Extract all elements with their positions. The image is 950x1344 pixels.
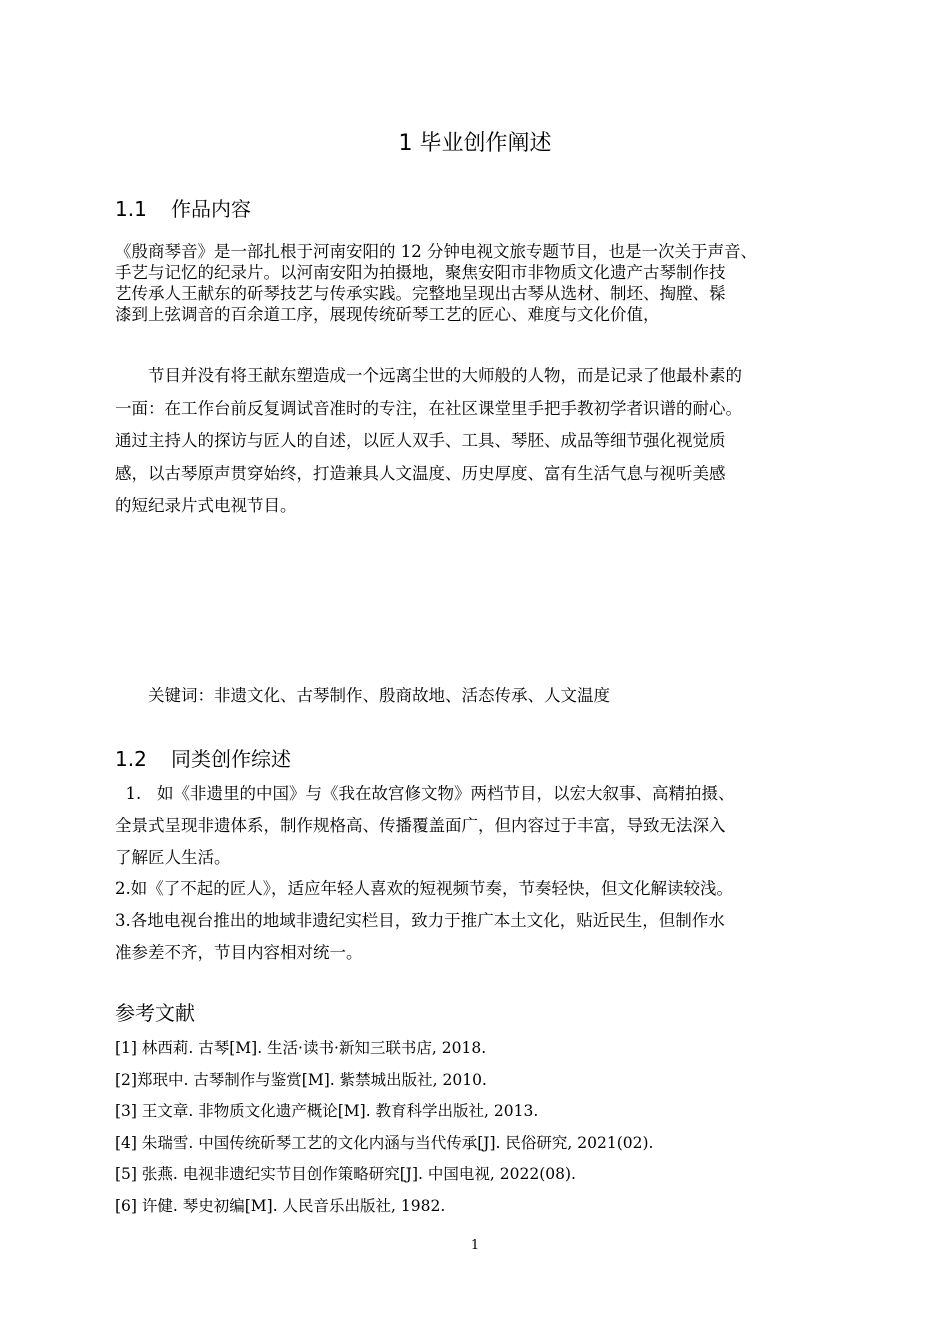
paragraph-line: 节目并没有将王献东塑造成一个远离尘世的大师般的人物，而是记录了他最朴素的: [148, 366, 742, 385]
section-heading-1-1: [115, 194, 251, 224]
reference-item: [2]郑珉中. 古琴制作与鉴赏[M]. 紫禁城出版社, 2010.: [115, 1070, 487, 1089]
paragraph-line: 的短纪录片式电视节目。: [115, 496, 297, 515]
paragraph-line: 艺传承人王献东的斫琴技艺与传承实践。完整地呈现出古琴从选材、制坯、掏膛、髹: [115, 284, 726, 303]
list-item: 了解匠人生活。: [115, 847, 231, 867]
list-item: 2.如《了不起的匠人》，适应年轻人喜欢的短视频节奏，节奏轻快，但文化解读较浅。: [115, 879, 733, 899]
reference-item: [1] 林西莉. 古琴[M]. 生活·读书·新知三联书店, 2018.: [115, 1039, 487, 1057]
references-heading: 参考文献: [115, 1001, 195, 1025]
paragraph-line: 通过主持人的探访与匠人的自述，以匠人双手、工具、琴胚、成品等细节强化视觉质: [115, 431, 726, 450]
reference-item: [4] 朱瑞雪. 中国传统斫琴工艺的文化内涵与当代传承[J]. 民俗研究, 2021(02).: [115, 1133, 654, 1152]
paragraph-line: 手艺与记忆的纪录片。以河南安阳为拍摄地，聚焦安阳市非物质文化遗产古琴制作技: [115, 263, 726, 282]
reference-item: [6] 许健. 琴史初编[M]. 人民音乐出版社, 1982.: [115, 1196, 446, 1215]
paragraph-line: 感，以古琴原声贯穿始终，打造兼具人文温度、历史厚度、富有生活气息与视听美感: [115, 463, 726, 483]
list-item: 全景式呈现非遗体系，制作规格高、传播覆盖面广，但内容过于丰富，导致无法深入: [115, 815, 726, 835]
description-paragraph: [115, 360, 845, 523]
similar-works-list: [115, 778, 734, 969]
keywords-line: 关键词：非遗文化、古琴制作、殷商故地、活态传承、人文温度: [148, 686, 610, 705]
section-number: 1.2: [115, 747, 147, 771]
references-list: [115, 1033, 653, 1223]
section-number: 1.1: [115, 197, 147, 221]
paragraph-line: 《殷商琴音》是一部扎根于河南安阳的 12 分钟电视文旅专题节目，也是一次关于声音、: [115, 242, 757, 261]
section-heading-1-2: [115, 744, 291, 774]
list-item: 1. 如《非遗里的中国》与《我在故宫修文物》两档节目，以宏大叙事、高精拍摄、: [115, 784, 735, 803]
list-item: 3.各地电视台推出的地域非遗纪实栏目，致力于推广本土文化，贴近民生，但制作水: [115, 911, 725, 931]
section-title: 作品内容: [171, 197, 251, 221]
intro-paragraph: [115, 241, 845, 325]
list-item: 准参差不齐，节目内容相对统一。: [115, 942, 363, 962]
paragraph-line: 一面：在工作台前反复调试音准时的专注，在社区课堂里手把手教初学者识谱的耐心。: [115, 398, 742, 418]
reference-item: [5] 张燕. 电视非遗纪实节目创作策略研究[J]. 中国电视, 2022(08).: [115, 1165, 576, 1184]
paragraph-line: 漆到上弦调音的百余道工序，展现传统斫琴工艺的匠心、难度与文化价值，: [115, 305, 660, 324]
section-title: 同类创作综述: [171, 747, 291, 771]
reference-item: [3] 王文章. 非物质文化遗产概论[M]. 教育科学出版社, 2013.: [115, 1102, 539, 1121]
page-title: 1 毕业创作阐述: [398, 131, 552, 156]
page-number: 1: [470, 1238, 480, 1253]
